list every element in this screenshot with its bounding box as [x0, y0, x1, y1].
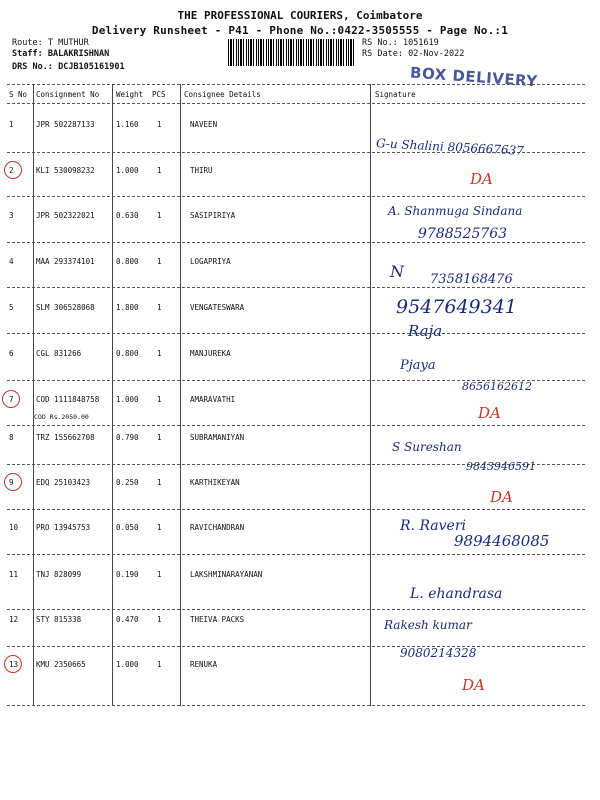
da-mark-row-13: DA: [462, 676, 485, 694]
row-sno: 2: [9, 166, 14, 175]
row-rule: [7, 196, 585, 197]
row-consignee: SUBRAMANIYAN: [190, 433, 245, 442]
signature-row-8a: S Sureshan: [392, 440, 462, 454]
serial-circle-mark: [4, 161, 22, 179]
row-sno: 10: [9, 523, 19, 532]
row-rule: [7, 509, 585, 510]
row-weight: 0.470: [116, 615, 139, 624]
row-pcs: 1: [157, 478, 162, 487]
col-header-pcs: PCS: [152, 90, 166, 99]
row-pcs: 1: [157, 166, 162, 175]
row-rule: [7, 333, 585, 334]
row-rule: [7, 646, 585, 647]
drs-label: DRS No.:: [12, 62, 53, 72]
signature-row-5b: Raja: [408, 322, 443, 340]
row-sno: 3: [9, 211, 14, 220]
row-consignment: CGL 831266: [36, 349, 82, 358]
row-sno: 13: [9, 660, 19, 669]
row-pcs: 1: [157, 211, 162, 220]
rs-no-line: [362, 38, 439, 48]
da-mark-row-2: DA: [470, 170, 493, 188]
row-rule: [7, 287, 585, 288]
row-pcs: 1: [157, 570, 162, 579]
row-consignment: JPR 502322021: [36, 211, 95, 220]
row-pcs: 1: [157, 523, 162, 532]
signature-row-12b: 9080214328: [400, 646, 477, 660]
drs-value: DCJB105161901: [58, 62, 125, 72]
col-header-sno: S No: [9, 90, 28, 99]
row-consignee: KARTHIKEYAN: [190, 478, 240, 487]
row-consignee: VENGATESWARA: [190, 303, 245, 312]
col-divider: [33, 84, 34, 706]
row-sno: 4: [9, 257, 14, 266]
serial-circle-mark: [2, 390, 20, 408]
col-divider: [180, 84, 181, 706]
serial-circle-mark: [4, 655, 22, 673]
row-consignee: LOGAPRIYA: [190, 257, 231, 266]
signature-row-4b: 7358168476: [430, 272, 513, 287]
barcode: [228, 39, 354, 66]
row-rule: [7, 554, 585, 555]
staff-line: [12, 49, 109, 59]
row-consignee: RAVICHANDRAN: [190, 523, 245, 532]
staff-label: Staff:: [12, 49, 43, 59]
row-consignment: TRZ 155662708: [36, 433, 95, 442]
signature-row-6a: Pjaya: [400, 358, 436, 373]
row-weight: 1.000: [116, 660, 139, 669]
row-consignment: COD 1111848758: [36, 395, 100, 404]
row-consignee: THEIVA PACKS: [190, 615, 245, 624]
rs-date-line: [362, 49, 464, 59]
row-weight: 1.800: [116, 303, 139, 312]
col-header-signature: Signature: [375, 90, 416, 99]
runsheet-title: Delivery Runsheet - P41 - Phone No.:0422-3505555 - Page No.:1: [91, 24, 509, 37]
company-title: THE PROFESSIONAL COURIERS, Coimbatore: [177, 9, 423, 22]
row-consignment: SLM 306528068: [36, 303, 95, 312]
row-consignment: KLI 530098232: [36, 166, 95, 175]
signature-row-10a: R. Raveri: [400, 518, 467, 534]
row-pcs: 1: [157, 433, 162, 442]
row-consignment: STY 815338: [36, 615, 82, 624]
signature-row-1: G-u Shalini 8056667637: [375, 136, 525, 158]
signature-row-12a: Rakesh kumar: [384, 618, 472, 632]
drs-line: [12, 62, 125, 72]
row-pcs: 1: [157, 303, 162, 312]
rs-date-value: 02-Nov-2022: [408, 49, 465, 59]
signature-row-6b: 8656162612: [462, 380, 532, 393]
row-sno: 11: [9, 570, 19, 579]
row-weight: 0.190: [116, 570, 139, 579]
row-consignee: RENUKA: [190, 660, 218, 669]
table-header-rule: [7, 103, 585, 104]
route-value: T MUTHUR: [47, 38, 89, 48]
row-consignee: THIRU: [190, 166, 213, 175]
row-consignee: MANJUREKA: [190, 349, 231, 358]
col-header-weight: Weight: [116, 90, 144, 99]
row-weight: 0.250: [116, 478, 139, 487]
signature-row-5a: 9547649341: [396, 296, 517, 318]
row-consignment: MAA 293374101: [36, 257, 95, 266]
signature-row-11: L. ehandrasa: [410, 586, 503, 602]
staff-value: BALAKRISHNAN: [47, 49, 110, 59]
row-pcs: 1: [157, 395, 162, 404]
row-sno: 9: [9, 478, 14, 487]
signature-row-10b: 9894468085: [454, 532, 550, 550]
row-cod-amount: COD Rs.2050.00: [34, 413, 89, 421]
serial-circle-mark: [4, 473, 22, 491]
row-weight: 1.160: [116, 120, 139, 129]
row-rule: [7, 425, 585, 426]
row-consignment: EDQ 25103423: [36, 478, 91, 487]
box-delivery-stamp: BOX DELIVERY: [409, 63, 539, 91]
table-top-rule: [7, 84, 585, 85]
signature-row-8b: 9843946591: [466, 460, 536, 473]
row-weight: 0.630: [116, 211, 139, 220]
row-rule: [7, 609, 585, 610]
signature-row-3a: A. Shanmuga Sindana: [388, 204, 523, 218]
da-mark-row-9: DA: [490, 488, 513, 506]
row-consignee: LAKSHMINARAYANAN: [190, 570, 263, 579]
col-header-consignee: Consignee Details: [184, 90, 261, 99]
row-sno: 7: [9, 395, 14, 404]
row-consignment: TNJ 828099: [36, 570, 82, 579]
row-consignee: AMARAVATHI: [190, 395, 236, 404]
row-consignment: JPR 502287133: [36, 120, 95, 129]
row-weight: 0.800: [116, 349, 139, 358]
signature-row-4a: N: [390, 262, 404, 281]
row-consignment: PRO 13945753: [36, 523, 91, 532]
row-rule: [7, 242, 585, 243]
row-pcs: 1: [157, 120, 162, 129]
row-consignee: NAVEEN: [190, 120, 218, 129]
row-sno: 12: [9, 615, 19, 624]
col-header-consignment: Consignment No: [36, 90, 100, 99]
row-weight: 0.050: [116, 523, 139, 532]
col-divider: [370, 84, 371, 706]
rs-no-label: RS No.:: [362, 38, 398, 48]
col-divider: [112, 84, 113, 706]
da-mark-row-7: DA: [478, 404, 501, 422]
row-pcs: 1: [157, 660, 162, 669]
row-sno: 1: [9, 120, 14, 129]
row-weight: 1.000: [116, 395, 139, 404]
row-pcs: 1: [157, 615, 162, 624]
route-label: Route:: [12, 38, 43, 48]
row-consignee: SASIPIRIYA: [190, 211, 236, 220]
table-bottom-rule: [7, 705, 585, 706]
rs-date-label: RS Date:: [362, 49, 403, 59]
signature-row-3b: 9788525763: [418, 226, 508, 242]
row-sno: 5: [9, 303, 14, 312]
row-consignment: KMU 2350665: [36, 660, 86, 669]
row-sno: 6: [9, 349, 14, 358]
row-weight: 1.000: [116, 166, 139, 175]
row-weight: 0.800: [116, 257, 139, 266]
row-sno: 8: [9, 433, 14, 442]
row-weight: 0.790: [116, 433, 139, 442]
row-pcs: 1: [157, 257, 162, 266]
row-pcs: 1: [157, 349, 162, 358]
rs-no-value: 1051619: [402, 38, 439, 48]
route-line: [12, 38, 89, 48]
